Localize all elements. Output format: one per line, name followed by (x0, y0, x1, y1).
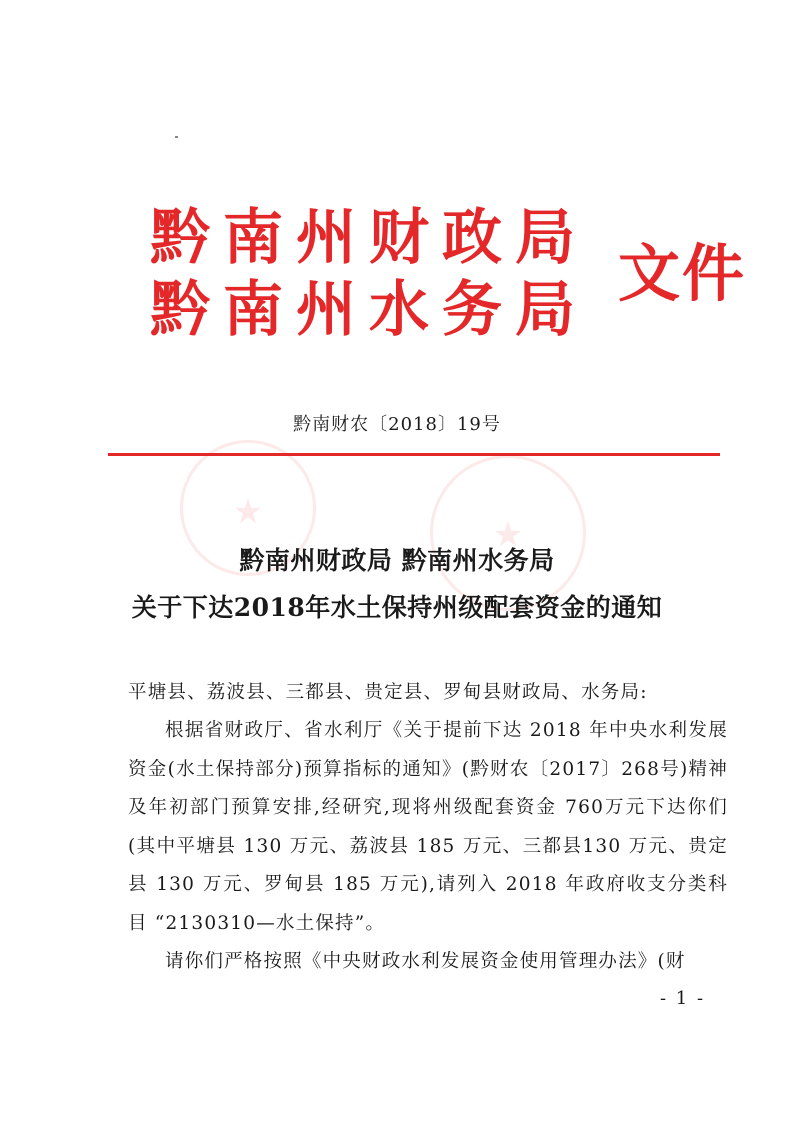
addressee: 平塘县、荔波县、三都县、贵定县、罗甸县财政局、水务局: (128, 682, 648, 703)
letterhead-document-label: 文件 (618, 237, 747, 310)
page-number: - 1 - (660, 988, 706, 1009)
red-divider (108, 453, 720, 456)
body-paragraph: 根据省财政厅、省水利厅《关于提前下达 2018 年中央水利发展资金(水土保持部分)预算指标的通知》(黔财农〔2017〕268号)精神及年初部门预算安排,经研究,现将州级配套资金 760万元下达你们(其中平塘县 130 万元、荔波县 185 万元、三都县130 万元、贵定县 130 万元、罗甸县 185 万元),请列入 2018 年政府收支分类科目 “2130310—水土保持”。 (128, 720, 728, 934)
letterhead (150, 205, 750, 345)
document-title-issuers: 黔南州财政局 黔南州水务局 (239, 546, 555, 575)
scan-mark (175, 136, 178, 138)
letterhead-issuer-water: 黔南州水务局 (150, 275, 588, 345)
seal-star-icon: ★ (232, 492, 264, 533)
seal-star-icon: ★ (492, 515, 524, 555)
body-paragraph: 请你们严格按照《中央财政水利发展资金使用管理办法》(财 (165, 951, 686, 972)
document-number: 黔南财农〔2018〕19号 (293, 414, 501, 435)
document-title-subject: 关于下达2018年水土保持州级配套资金的通知 (131, 593, 663, 622)
letterhead-issuer-finance: 黔南州财政局 (150, 203, 588, 273)
